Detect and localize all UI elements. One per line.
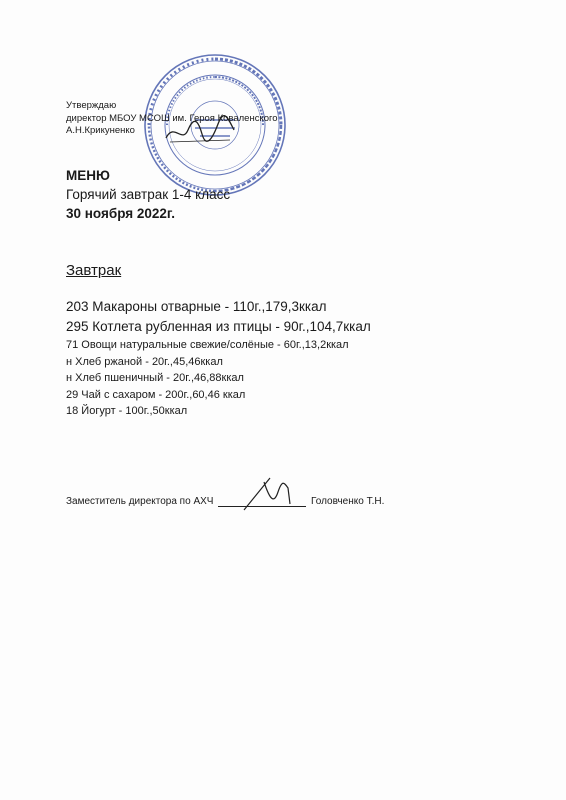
deputy-position: Заместитель директора по АХЧ <box>66 496 214 507</box>
deputy-signature <box>240 474 300 514</box>
menu-subtitle: Горячий завтрак 1-4 класс <box>66 187 231 202</box>
section-title: Завтрак <box>66 262 122 279</box>
deputy-signature-line <box>66 496 384 507</box>
menu-title: МЕНЮ <box>66 168 110 183</box>
approval-label: Утверждаю <box>66 100 117 111</box>
director-signature <box>160 110 240 150</box>
approval-director: директор МБОУ МСОШ им. Героя Коваленского <box>66 112 278 124</box>
menu-item: 71 Овощи натуральные свежие/солёные - 60г.,13,2ккал <box>66 339 349 351</box>
menu-item: н Хлеб пшеничный - 20г.,46,88ккал <box>66 372 244 384</box>
menu-heading <box>66 166 230 223</box>
menu-item: н Хлеб ржаной - 20г.,45,46ккал <box>66 355 223 368</box>
menu-item: 29 Чай с сахаром - 200г.,60,46 ккал <box>66 388 246 401</box>
menu-list <box>66 297 371 420</box>
menu-item: 203 Макароны отварные - 110г.,179,3ккал <box>66 299 327 314</box>
menu-item: 18 Йогурт - 100г.,50ккал <box>66 405 188 417</box>
menu-item: 295 Котлета рубленная из птицы - 90г.,104,7ккал <box>66 319 371 334</box>
deputy-name: Головченко Т.Н. <box>311 496 385 507</box>
approval-name: А.Н.Крикуненко <box>66 125 135 136</box>
menu-date: 30 ноября 2022г. <box>66 206 175 221</box>
